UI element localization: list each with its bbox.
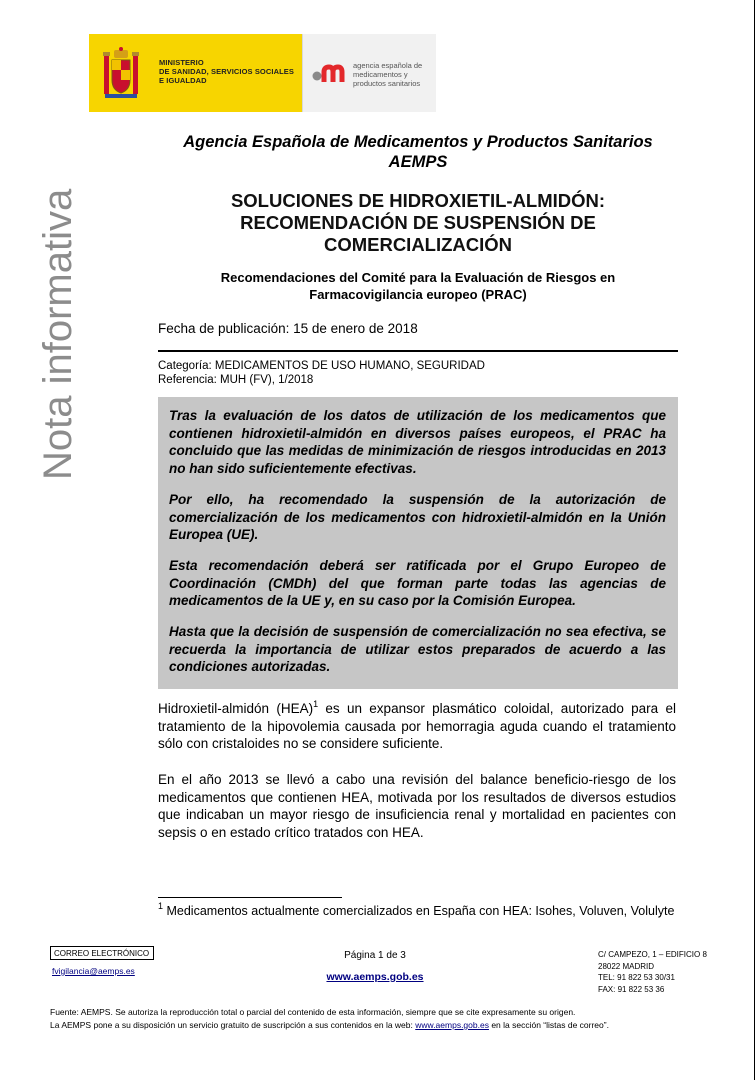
agency-heading	[158, 132, 678, 172]
title-line-1: SOLUCIONES DE HIDROXIETIL-ALMIDÓN:	[230, 190, 606, 211]
reference: Referencia: MUH (FV), 1/2018	[158, 374, 314, 386]
ministry-line-1: MINISTERIO	[159, 58, 204, 67]
category: Categoría: MEDICAMENTOS DE USO HUMANO, SEGURIDAD	[158, 360, 485, 372]
footnote-divider	[158, 897, 342, 898]
ministry-name	[159, 58, 294, 85]
notice-line-2	[50, 1019, 710, 1032]
document-title	[158, 190, 678, 256]
title-line-3: COMERCIALIZACIÓN	[323, 234, 513, 255]
footnote-number: 1	[158, 901, 164, 911]
ministry-line-2: DE SANIDAD, SERVICIOS SOCIALES	[159, 67, 294, 76]
address-line: 28022 MADRID	[598, 961, 655, 971]
publication-date: Fecha de publicación: 15 de enero de 2018	[158, 321, 418, 336]
agency-name: Agencia Española de Medicamentos y Productos Sanitarios	[183, 133, 653, 151]
address-line: TEL: 91 822 53 30/31	[598, 973, 675, 982]
notice-link[interactable]: www.aemps.gob.es	[415, 1020, 489, 1030]
aemps-logo-line-2: medicamentos y	[353, 70, 408, 79]
address-block	[598, 949, 707, 995]
summary-box	[158, 397, 678, 689]
subtitle-line-1: Recomendaciones del Comité para la Evaluación de Riesgos en	[220, 270, 616, 285]
summary-paragraph: Tras la evaluación de los datos de utilización de los medicamentos que contienen hidroxietil-almidón en diversos países europeos, el PRAC ha concluido que las medidas de minimización de riesgos introducidas en 2013 no han sido suficientemente efectivas.	[169, 408, 666, 476]
document-meta	[158, 359, 485, 387]
notice-line-1: Fuente: AEMPS. Se autoriza la reproducción total o parcial del contenido de esta información, siempre que se cite expresamente su origen.	[50, 1007, 576, 1017]
title-line-2: RECOMENDACIÓN DE SUSPENSIÓN DE	[240, 212, 596, 233]
aemps-logo-line-3: productos sanitarios	[353, 79, 421, 88]
summary-paragraph: Esta recomendación deberá ser ratificada por el Grupo Europeo de Coordinación (CMDh) del que forman parte todas las agencias de medicamentos de la UE y, en su caso por la Comisión Europea.	[169, 558, 666, 608]
side-label: Nota informativa	[36, 188, 80, 480]
notice-text: en la sección “listas de correo”.	[488, 1020, 609, 1030]
page-number: Página 1 de 3	[344, 950, 406, 961]
document-subtitle	[158, 269, 678, 303]
subtitle-line-2: Farmacovigilancia europeo (PRAC)	[309, 287, 527, 302]
summary-paragraph: Por ello, ha recomendado la suspensión de la autorización de comercialización de los medicamentos con hidroxietil-almidón en la Unión Europea (UE).	[169, 492, 666, 542]
agency-acronym: AEMPS	[388, 153, 448, 171]
footnote	[158, 903, 676, 920]
aemps-logo-text	[353, 61, 422, 88]
website-link[interactable]: www.aemps.gob.es	[326, 971, 424, 983]
email-link[interactable]: fvigilancia@aemps.es	[52, 966, 135, 976]
ministry-logo	[89, 34, 302, 112]
body-text: Hidroxietil-almidón (HEA)	[158, 701, 314, 716]
aemps-logo-line-1: agencia española de	[353, 61, 423, 70]
aemps-logo-icon	[311, 62, 351, 86]
address-line: C/ CAMPEZO, 1 – EDIFICIO 8	[598, 950, 707, 959]
notice-text: La AEMPS pone a su disposición un servicio gratuito de suscripción a sus contenidos en la web:	[50, 1020, 416, 1030]
ministry-line-3: E IGUALDAD	[159, 76, 207, 85]
footnote-ref: 1	[313, 699, 319, 709]
coat-of-arms-icon	[101, 46, 141, 102]
header-divider	[158, 350, 678, 352]
aemps-logo	[302, 34, 436, 112]
body-text: es un expansor plasmático coloidal, autorizado para el tratamiento de la hipovolemia causada por hemorragia aguda cuando el tratamiento sólo con cristaloides no se considere suficiente.	[158, 701, 676, 751]
summary-paragraph: Hasta que la decisión de suspensión de comercialización no sea efectiva, se recuerda la importancia de utilizar estos preparados de acuerdo a las condiciones autorizadas.	[169, 624, 666, 674]
body-paragraph-1	[158, 700, 676, 753]
footer-notice	[50, 1006, 710, 1032]
address-line: FAX: 91 822 53 36	[598, 984, 665, 994]
footnote-text: Medicamentos actualmente comercializados en España con HEA: Isohes, Voluven, Volulyte	[163, 904, 675, 918]
body-paragraph-2: En el año 2013 se llevó a cabo una revisión del balance beneficio-riesgo de los medicamentos que contienen HEA, motivada por los resultados de diversos estudios que indicaban un mayor riesgo de insuficiencia renal y mortalidad en pacientes con sepsis o en estado crítico tratados con HEA.	[158, 772, 676, 840]
email-label: CORREO ELECTRÓNICO	[50, 946, 154, 960]
